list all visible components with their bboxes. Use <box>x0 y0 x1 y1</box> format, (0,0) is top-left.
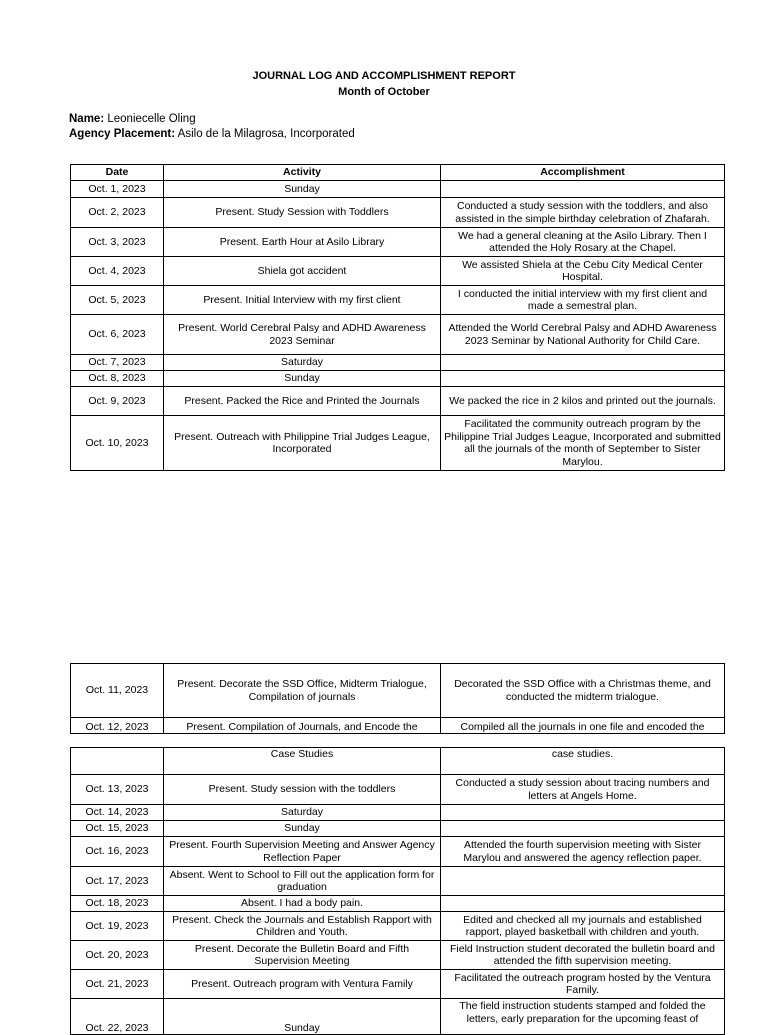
name-value: Leoniecelle Oling <box>107 113 196 125</box>
agency-line <box>69 127 355 141</box>
date-cell: Oct. 19, 2023 <box>71 912 164 941</box>
activity-cell: Sunday <box>164 181 441 198</box>
activity-cell: Present. Compilation of Journals, and Encode the <box>164 718 441 734</box>
agency-label: Agency Placement: <box>69 128 176 140</box>
accomplishment-cell: Facilitated the community outreach program by the Philippine Trial Judges League, Incorporated and submitted all the journals of the month of September to Sister Marylou. <box>441 416 725 471</box>
accomplishment-cell <box>441 867 725 896</box>
journal-table-page1 <box>70 164 725 471</box>
date-cell: Oct. 16, 2023 <box>71 837 164 867</box>
accomplishment-cell: Conducted a study session about tracing numbers and letters at Angels Home. <box>441 775 725 805</box>
accomplishment-cell <box>441 181 725 198</box>
table-header-row <box>71 165 725 181</box>
table-row <box>71 912 725 941</box>
table-row <box>71 805 725 821</box>
accomplishment-cell: Field Instruction student decorated the bulletin board and attended the fifth supervision meeting. <box>441 941 725 970</box>
accomplishment-cell <box>441 896 725 912</box>
table-row <box>71 181 725 198</box>
date-cell: Oct. 21, 2023 <box>71 970 164 999</box>
date-cell <box>71 748 164 775</box>
accomplishment-cell <box>441 821 725 837</box>
table-row <box>71 941 725 970</box>
accomplishment-cell: Edited and checked all my journals and established rapport, played basketball with children and youth. <box>441 912 725 941</box>
table-row <box>71 718 725 734</box>
accomplishment-cell: Facilitated the outreach program hosted by the Ventura Family. <box>441 970 725 999</box>
date-cell: Oct. 4, 2023 <box>71 257 164 286</box>
activity-cell: Shiela got accident <box>164 257 441 286</box>
accomplishment-cell <box>441 355 725 371</box>
accomplishment-cell: The field instruction students stamped and folded the letters, early preparation for the upcoming feast of <box>441 999 725 1035</box>
column-header-accomplishment: Accomplishment <box>441 165 725 181</box>
activity-cell: Present. Initial Interview with my first client <box>164 286 441 315</box>
date-cell: Oct. 7, 2023 <box>71 355 164 371</box>
report-title-line: JOURNAL LOG AND ACCOMPLISHMENT REPORT <box>252 70 516 82</box>
date-cell: Oct. 5, 2023 <box>71 286 164 315</box>
name-label: Name: <box>69 113 105 125</box>
activity-cell: Absent. Went to School to Fill out the application form for graduation <box>164 867 441 896</box>
accomplishment-cell: Compiled all the journals in one file and encoded the <box>441 718 725 734</box>
date-cell: Oct. 20, 2023 <box>71 941 164 970</box>
date-cell: Oct. 15, 2023 <box>71 821 164 837</box>
activity-cell: Present. World Cerebral Palsy and ADHD Awareness 2023 Seminar <box>164 315 441 355</box>
activity-cell: Present. Study session with the toddlers <box>164 775 441 805</box>
table-row <box>71 748 725 775</box>
table-row <box>71 257 725 286</box>
accomplishment-cell: We had a general cleaning at the Asilo Library. Then I attended the Holy Rosary at the Chapel. <box>441 228 725 257</box>
journal-table-page2-top <box>70 663 725 734</box>
table-row <box>71 867 725 896</box>
activity-cell: Present. Decorate the SSD Office, Midterm Trialogue, Compilation of journals <box>164 664 441 718</box>
table-row <box>71 837 725 867</box>
date-cell: Oct. 11, 2023 <box>71 664 164 718</box>
activity-cell: Present. Check the Journals and Establish Rapport with Children and Youth. <box>164 912 441 941</box>
table-row <box>71 286 725 315</box>
report-title <box>0 68 768 100</box>
date-cell: Oct. 1, 2023 <box>71 181 164 198</box>
table-row <box>71 315 725 355</box>
table-row <box>71 387 725 416</box>
report-subtitle: Month of October <box>338 86 430 98</box>
accomplishment-cell <box>441 371 725 387</box>
activity-cell: Absent. I had a body pain. <box>164 896 441 912</box>
activity-cell: Sunday <box>164 371 441 387</box>
activity-cell: Present. Fourth Supervision Meeting and Answer Agency Reflection Paper <box>164 837 441 867</box>
table-row <box>71 896 725 912</box>
activity-cell: Saturday <box>164 805 441 821</box>
activity-cell: Present. Packed the Rice and Printed the Journals <box>164 387 441 416</box>
table-row <box>71 664 725 718</box>
date-cell: Oct. 2, 2023 <box>71 198 164 228</box>
journal-table-page2-bottom <box>70 747 725 1035</box>
date-cell: Oct. 22, 2023 <box>71 999 164 1035</box>
accomplishment-cell: I conducted the initial interview with my first client and made a semestral plan. <box>441 286 725 315</box>
table-body-page2-bottom <box>71 748 725 1035</box>
date-cell: Oct. 17, 2023 <box>71 867 164 896</box>
accomplishment-cell: We packed the rice in 2 kilos and printed out the journals. <box>441 387 725 416</box>
table-row <box>71 999 725 1035</box>
table-row <box>71 228 725 257</box>
table-row <box>71 416 725 471</box>
accomplishment-cell: We assisted Shiela at the Cebu City Medical Center Hospital. <box>441 257 725 286</box>
accomplishment-cell: Attended the fourth supervision meeting with Sister Marylou and answered the agency reflection paper. <box>441 837 725 867</box>
table-row <box>71 821 725 837</box>
date-cell: Oct. 18, 2023 <box>71 896 164 912</box>
activity-cell: Present. Study Session with Toddlers <box>164 198 441 228</box>
table-row <box>71 970 725 999</box>
activity-cell: Sunday <box>164 999 441 1035</box>
table-body-page2-top <box>71 664 725 734</box>
column-header-activity: Activity <box>164 165 441 181</box>
table-row <box>71 355 725 371</box>
date-cell: Oct. 10, 2023 <box>71 416 164 471</box>
table-body-page1 <box>71 181 725 471</box>
agency-value: Asilo de la Milagrosa, Incorporated <box>177 128 355 140</box>
activity-cell: Case Studies <box>164 748 441 775</box>
activity-cell: Sunday <box>164 821 441 837</box>
accomplishment-cell: Decorated the SSD Office with a Christmas theme, and conducted the midterm trialogue. <box>441 664 725 718</box>
accomplishment-cell <box>441 805 725 821</box>
table-row <box>71 198 725 228</box>
activity-cell: Present. Earth Hour at Asilo Library <box>164 228 441 257</box>
activity-cell: Saturday <box>164 355 441 371</box>
activity-cell: Present. Decorate the Bulletin Board and Fifth Supervision Meeting <box>164 941 441 970</box>
table-row <box>71 775 725 805</box>
accomplishment-cell: case studies. <box>441 748 725 775</box>
accomplishment-cell: Conducted a study session with the toddlers, and also assisted in the simple birthday celebration of Zhafarah. <box>441 198 725 228</box>
name-line <box>69 112 196 126</box>
activity-cell: Present. Outreach program with Ventura Family <box>164 970 441 999</box>
activity-cell: Present. Outreach with Philippine Trial Judges League, Incorporated <box>164 416 441 471</box>
date-cell: Oct. 12, 2023 <box>71 718 164 734</box>
date-cell: Oct. 9, 2023 <box>71 387 164 416</box>
date-cell: Oct. 14, 2023 <box>71 805 164 821</box>
date-cell: Oct. 3, 2023 <box>71 228 164 257</box>
table-row <box>71 371 725 387</box>
accomplishment-cell: Attended the World Cerebral Palsy and ADHD Awareness 2023 Seminar by National Authority for Child Care. <box>441 315 725 355</box>
date-cell: Oct. 6, 2023 <box>71 315 164 355</box>
column-header-date: Date <box>71 165 164 181</box>
date-cell: Oct. 13, 2023 <box>71 775 164 805</box>
date-cell: Oct. 8, 2023 <box>71 371 164 387</box>
